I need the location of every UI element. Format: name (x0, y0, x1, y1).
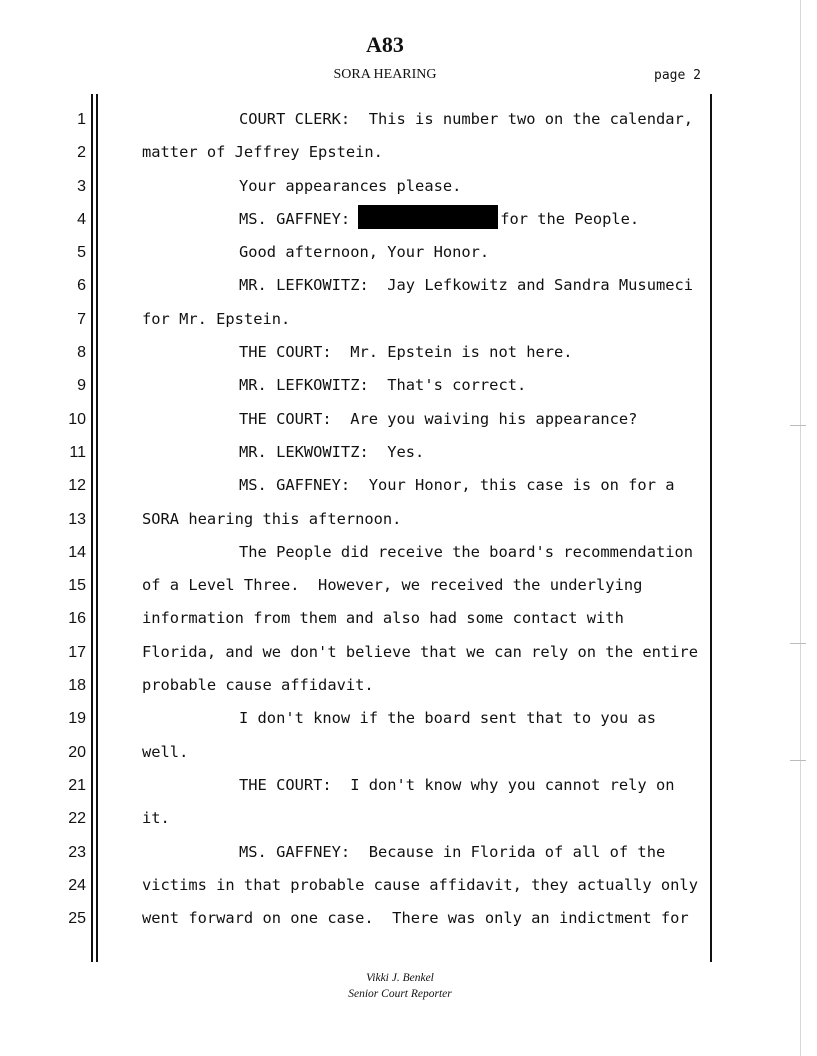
line-text: information from them and also had some contact with (142, 609, 624, 628)
transcript-line (0, 336, 800, 369)
transcript-body (0, 103, 800, 935)
line-number: 10 (68, 410, 86, 428)
line-number: 3 (77, 177, 86, 195)
transcript-line (0, 736, 800, 769)
line-text: SORA hearing this afternoon. (142, 509, 402, 528)
transcript-line (0, 836, 800, 869)
transcript-line (0, 469, 800, 502)
line-text: COURT CLERK: This is number two on the calendar, (239, 110, 694, 128)
line-number: 23 (68, 843, 86, 861)
transcript-line (0, 503, 800, 536)
line-number: 8 (77, 344, 86, 362)
line-number: 19 (68, 710, 86, 728)
line-text: Your appearances please. (239, 176, 462, 195)
transcript-line (0, 902, 800, 935)
exhibit-label: A83 (366, 32, 404, 57)
line-text: well. (142, 742, 189, 761)
line-text: of a Level Three. However, we received the underlying (142, 576, 643, 595)
transcript-line (0, 669, 800, 702)
line-number: 25 (68, 910, 86, 928)
transcript-line (0, 536, 800, 569)
line-text: MR. LEFKOWITZ: That's correct. (239, 376, 527, 395)
line-text: I don't know if the board sent that to you as (239, 709, 656, 728)
page-number: page 2 (654, 68, 701, 83)
line-number: 2 (77, 144, 86, 162)
line-text: MR. LEKWOWITZ: Yes. (239, 442, 425, 461)
line-number: 14 (68, 543, 86, 561)
line-number: 22 (68, 810, 86, 828)
line-text: THE COURT: Are you waiving his appearance? (239, 409, 638, 428)
line-number: 16 (68, 610, 86, 628)
transcript-line (0, 636, 800, 669)
line-number: 12 (68, 477, 86, 495)
line-text: The People did receive the board's recommendation (239, 542, 694, 561)
line-text: matter of Jeffrey Epstein. (142, 143, 383, 162)
reporter-title: Senior Court Reporter (348, 988, 452, 1000)
line-number: 21 (68, 776, 86, 794)
line-text: MR. LEFKOWITZ: Jay Lefkowitz and Sandra Musumeci (239, 276, 694, 295)
line-number: 13 (68, 510, 86, 528)
redaction-block (358, 205, 498, 229)
line-number: 7 (77, 310, 86, 328)
line-number: 17 (68, 643, 86, 661)
line-text: Good afternoon, Your Honor. (239, 243, 490, 262)
reporter-name: Vikki J. Benkel (366, 972, 434, 984)
line-text-redacted (239, 203, 639, 236)
transcript-line (0, 869, 800, 902)
line-text: MS. GAFFNEY: Your Honor, this case is on for a (239, 476, 675, 495)
transcript-line (0, 103, 800, 136)
transcript-line (0, 436, 800, 469)
line-text: THE COURT: Mr. Epstein is not here. (239, 343, 573, 362)
transcript-line (0, 236, 800, 269)
transcript-line (0, 802, 800, 835)
line-text: victims in that probable cause affidavit, they actually only (142, 875, 698, 894)
transcript-line (0, 203, 800, 236)
transcript-line (0, 369, 800, 402)
line-number: 4 (77, 210, 86, 228)
line-number: 6 (77, 277, 86, 295)
transcript-line (0, 569, 800, 602)
line-number: 20 (68, 743, 86, 761)
line-text: for Mr. Epstein. (142, 309, 291, 328)
line-number: 11 (69, 443, 86, 461)
line-text: it. (142, 809, 170, 828)
transcript-line (0, 303, 800, 336)
line-text: probable cause affidavit. (142, 676, 374, 695)
speaker-label: MS. GAFFNEY: (239, 209, 351, 228)
line-number: 5 (77, 244, 86, 262)
transcript-line (0, 269, 800, 302)
line-text-continued: for the People. (500, 209, 640, 228)
line-text: THE COURT: I don't know why you cannot rely on (239, 775, 675, 794)
transcript-line (0, 602, 800, 635)
transcript-line (0, 136, 800, 169)
transcript-line (0, 702, 800, 735)
line-number: 9 (77, 377, 86, 395)
line-number: 1 (77, 111, 86, 128)
transcript-line (0, 769, 800, 802)
line-number: 24 (68, 876, 86, 894)
document-title: SORA HEARING (333, 67, 437, 82)
line-number: 18 (68, 677, 86, 695)
line-number: 15 (68, 577, 86, 595)
line-text: MS. GAFFNEY: Because in Florida of all of the (239, 842, 666, 861)
transcript-line (0, 170, 800, 203)
scan-edge-line (800, 0, 801, 1056)
line-text: went forward on one case. There was only an indictment for (142, 909, 689, 928)
transcript-line (0, 403, 800, 436)
line-text: Florida, and we don't believe that we can rely on the entire (142, 642, 698, 661)
